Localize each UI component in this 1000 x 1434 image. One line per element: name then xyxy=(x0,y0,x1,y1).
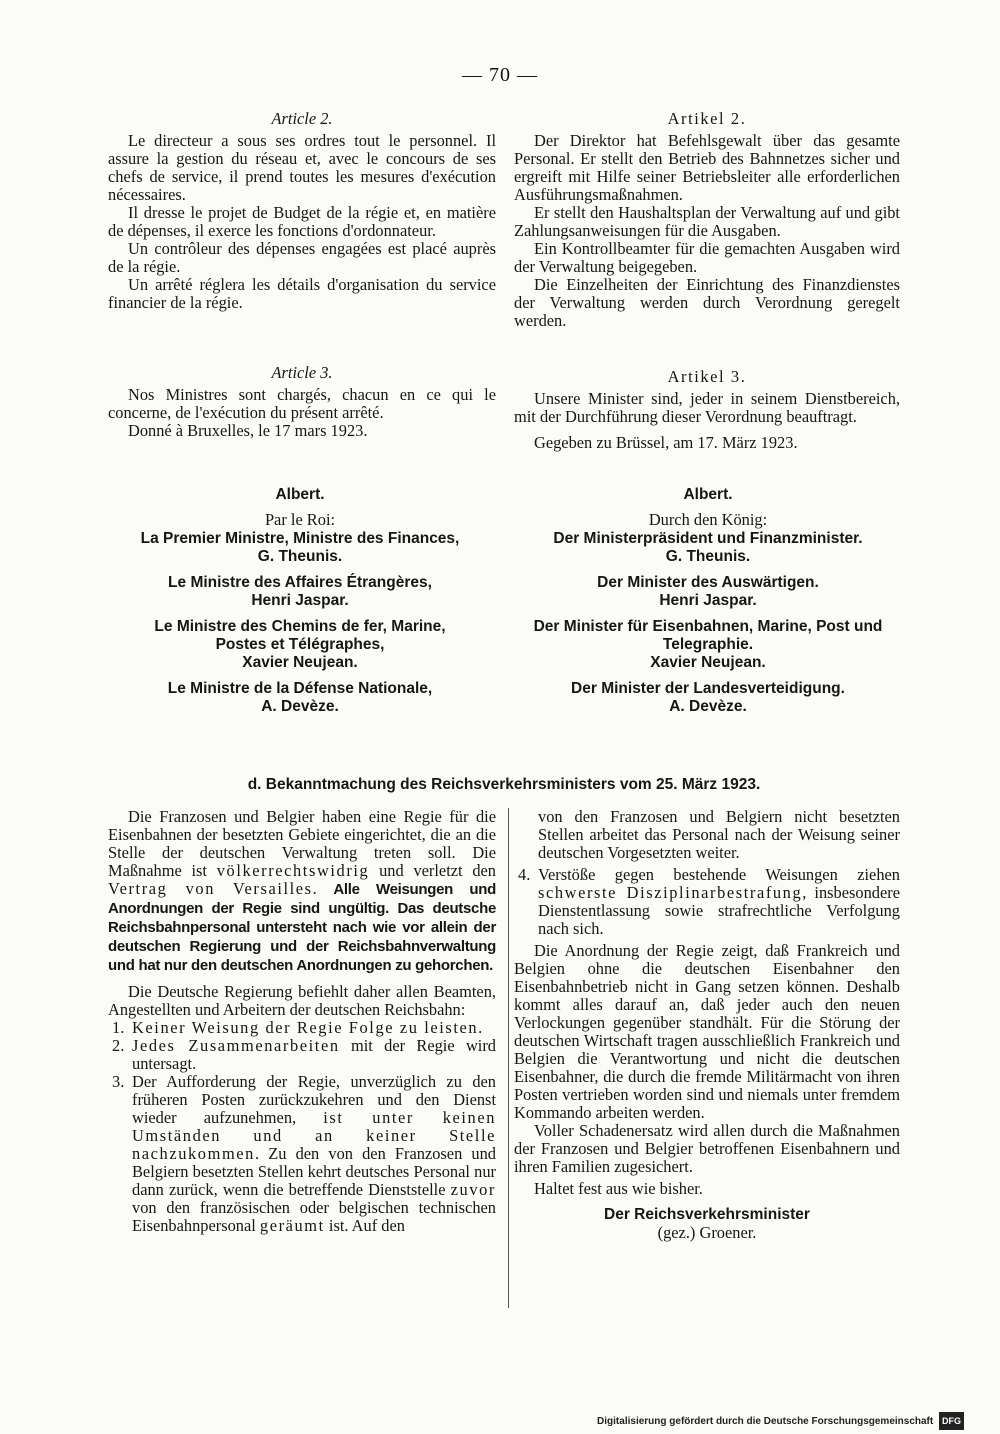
paragraph: Il dresse le projet de Budget de la régie et, en matière de dépenses, il exerce les fonctions d'ordonnateur. xyxy=(108,203,496,240)
signer-title: Der Minister des Auswärtigen. xyxy=(597,574,819,591)
signer-title: Der Minister der Landesverteidigung. xyxy=(571,680,845,697)
announcement-left-column xyxy=(108,808,496,1235)
signer-name: Albert. xyxy=(683,486,733,503)
list-item: 3. Der Aufforderung der Regie, unverzüglich zu den früheren Posten zurückzukehren und den Dienst wieder aufzunehmen, ist unter keinen Umständen und an keiner Stelle nachzukommen. Zu den von den Franzosen und Belgiern besetzten Stellen kehrt deutsches Personal nur dann zurück, wenn die betreffende Dienststelle zuvor von den französischen oder belgischen technischen Eisenbahnpersonal geräumt ist. Auf den xyxy=(112,1072,497,1235)
paragraph: Haltet fest aus wie bisher. xyxy=(534,1179,703,1198)
list-number: 2. xyxy=(112,1036,125,1055)
signer-name: Henri Jaspar. xyxy=(659,592,757,609)
german-signatures xyxy=(508,486,908,716)
list-number: 3. xyxy=(112,1072,125,1091)
list-item-continued: von den Franzosen und Belgiern nicht besetzten Stellen arbeitet das Personal nach der Weisung seiner deutschen Vorgesetzten weiter. xyxy=(538,807,900,862)
article-title: Article 3. xyxy=(271,363,333,382)
column-divider xyxy=(508,808,509,1308)
signer-name: A. Devèze. xyxy=(669,698,747,715)
list-item: 2. Jedes Zusammenarbeiten mit der Regie wird untersagt. xyxy=(112,1036,496,1073)
paragraph: Er stellt den Haushaltsplan der Verwaltung auf und gibt Zahlungsanweisungen für die Ausgaben. xyxy=(514,203,900,240)
paragraph: Un arrêté réglera les détails d'organisation du service financier de la régie. xyxy=(108,275,496,312)
paragraph: Un contrôleur des dépenses engagées est placé auprès de la régie. xyxy=(108,239,496,276)
french-signatures xyxy=(100,486,500,716)
paragraph: Donné à Bruxelles, le 17 mars 1923. xyxy=(128,421,368,440)
signer-title: La Premier Ministre, Ministre des Finances, xyxy=(140,530,460,547)
paragraph: Le directeur a sous ses ordres tout le personnel. Il assure la gestion du réseau et, avec le concours de ses chefs de service, il prend toutes les mesures d'exécution nécessaires. xyxy=(108,131,496,204)
signer-name: G. Theunis. xyxy=(665,548,751,565)
signer-title: Der Ministerpräsident und Finanzminister. xyxy=(553,530,863,547)
article-title: Article 2. xyxy=(271,109,333,128)
announcement-right-column xyxy=(514,808,900,1242)
paragraph: Gegeben zu Brüssel, am 17. März 1923. xyxy=(534,433,798,452)
page-number: — 70 — xyxy=(462,64,538,86)
paragraph: Die Einzelheiten der Einrichtung des Finanzdienstes der Verwaltung werden durch Verordnung geregelt werden. xyxy=(514,275,900,330)
command-paragraph: Die Deutsche Regierung befiehlt daher allen Beamten, Angestellten und Arbeitern der deutschen Reichsbahn: xyxy=(108,982,496,1019)
french-article-2 xyxy=(108,110,496,312)
paragraph: Der Direktor hat Befehlsgewalt über das gesamte Personal. Er stellt den Betrieb des Bahnnetzes sicher und ergreift mit Hilfe seiner Betriebsleiter alle erforderlichen Ausführungsmaßnahmen. xyxy=(514,131,900,204)
section-title: d. Bekanntmachung des Reichsverkehrsministers vom 25. März 1923. xyxy=(247,776,761,793)
signer-line: Par le Roi: xyxy=(264,510,336,529)
emphasis: völkerrechtswidrig xyxy=(216,861,370,880)
paragraph: Ein Kontrollbeamter für die gemachten Ausgaben wird der Verwaltung beigegeben. xyxy=(514,239,900,276)
german-artikel-2 xyxy=(514,110,900,330)
paragraph: Die Anordnung der Regie zeigt, daß Frankreich und Belgien ohne die deutschen Eisenbahner den Eisenbahnbetrieb nicht in Gang setzen können. Deshalb kommt alles darauf an, daß jeder auch den neuen Verlockungen gegenüber standhält. Für die Störung der deutschen Wirtschaft tragen ausschließlich Frankreich und Belgien die Verantwortung und nicht die deutschen Eisenbahner, die durch die fremde Militärmacht von ihren Posten vertrieben worden sind und niemals unter fremdem Kommando arbeiten werden. xyxy=(514,941,900,1122)
signer-name: (gez.) Groener. xyxy=(657,1223,757,1242)
signer-line: Durch den König: xyxy=(648,510,768,529)
signer-name: Xavier Neujean. xyxy=(242,654,358,671)
signer-name: Xavier Neujean. xyxy=(650,654,766,671)
signer-title: Der Minister für Eisenbahnen, Marine, Post und xyxy=(533,618,883,635)
signer-title: Le Ministre des Affaires Étrangères, xyxy=(168,574,432,591)
signer-title: Le Ministre de la Défense Nationale, xyxy=(167,680,433,697)
bold-emphasis: Alle Weisungen und Anordnungen der Regie sind ungültig. Das deutsche Reichsbahnpersonal untersteht nach wie vor allein der deutschen Regierung und der Reichsbahnverwaltung und hat nur den deutschen Anordnungen zu gehorchen. xyxy=(108,881,497,974)
article-title: Artikel 2. xyxy=(667,109,747,128)
signer-title: Postes et Télégraphes, xyxy=(215,636,385,653)
intro-paragraph: Die Franzosen und Belgier haben eine Regie für die Eisenbahnen der besetzten Gebiete eingerichtet, die an die Stelle der deutschen Verwaltung treten soll. Die Maßnahme ist völkerrechtswidrig und verletzt den Vertrag von Versailles. Alle Weisungen und Anordnungen der Regie sind ungültig. Das deutsche Reichsbahnpersonal untersteht nach wie vor allein der deutschen Regierung und der Reichsbahnverwaltung und hat nur den deutschen Anordnungen zu gehorchen. xyxy=(108,807,497,974)
signer-name: G. Theunis. xyxy=(257,548,343,565)
signer-name: Albert. xyxy=(275,486,325,503)
french-article-3 xyxy=(108,364,496,440)
list-item: 4. Verstöße gegen bestehende Weisungen ziehen schwerste Disziplinarbestrafung, insbesondere Dienstentlassung sowie strafrechtliche Verfolgung nach sich. xyxy=(518,865,900,938)
signer-title: Telegraphie. xyxy=(662,636,754,653)
list-item: 1. Keiner Weisung der Regie Folge zu leisten. xyxy=(112,1018,484,1037)
article-title: Artikel 3. xyxy=(667,367,747,386)
list-number: 4. xyxy=(518,865,531,884)
german-artikel-3 xyxy=(514,368,900,452)
emphasis: Vertrag von Versailles xyxy=(108,879,313,898)
footer-credit: Digitalisierung gefördert durch die Deutsche Forschungsgemeinschaft DFG xyxy=(597,1412,964,1431)
paragraph: Nos Ministres sont chargés, chacun en ce qui le concerne, de l'exécution du présent arrêté. xyxy=(108,385,496,422)
paragraph: Voller Schadenersatz wird allen durch die Maßnahmen der Franzosen und Belgier betroffenen Eisenbahnern und ihren Familien zugesichert. xyxy=(514,1121,900,1176)
signer-name: A. Devèze. xyxy=(261,698,339,715)
signer-title: Le Ministre des Chemins de fer, Marine, xyxy=(154,618,446,635)
list-number: 1. xyxy=(112,1018,125,1037)
signer-name: Henri Jaspar. xyxy=(251,592,349,609)
paragraph: Unsere Minister sind, jeder in seinem Dienstbereich, mit der Durchführung dieser Verordnung beauftragt. xyxy=(514,389,900,426)
dfg-logo: DFG xyxy=(939,1412,964,1430)
signer-title: Der Reichsverkehrsminister xyxy=(604,1206,810,1223)
